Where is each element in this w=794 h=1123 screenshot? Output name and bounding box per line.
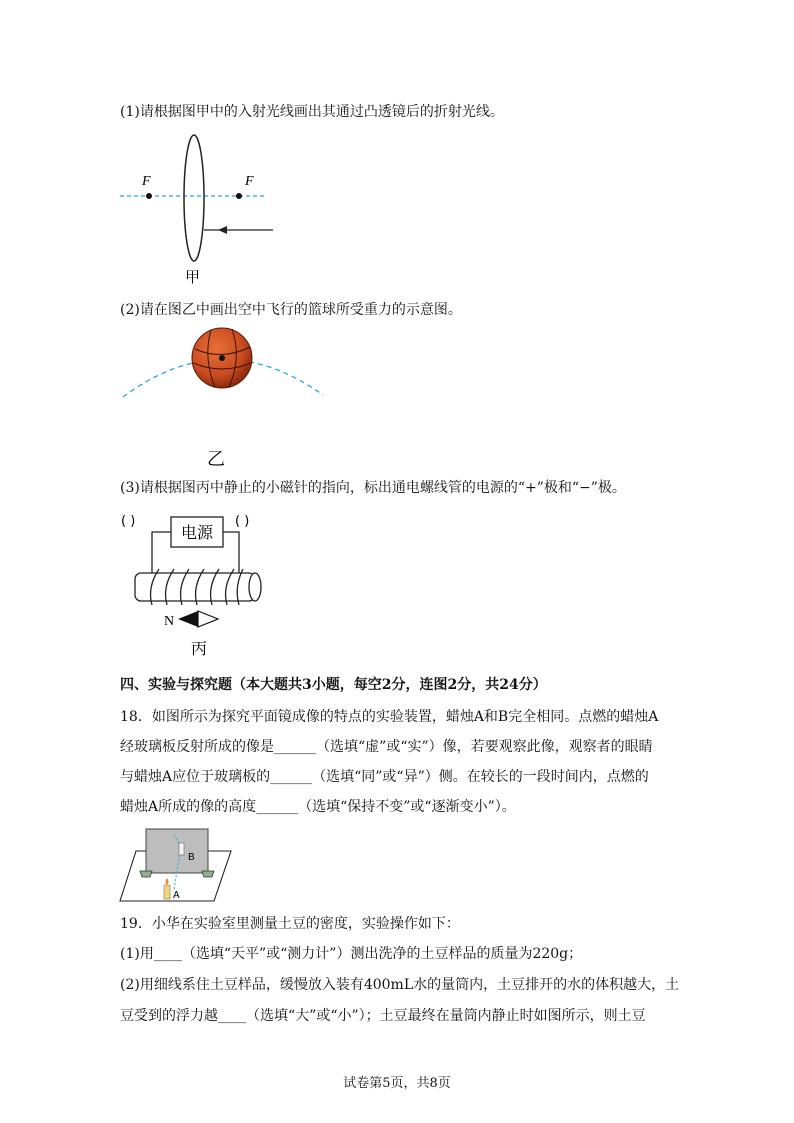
page-footer: 试卷第5页，共8页 [343,1076,451,1091]
figure-plane-mirror-setup [118,825,236,903]
compass-needle-north [178,611,198,627]
q19-line4: 豆受到的浮力越____（选填“大”或“小”）；土豆最终在量筒内静止时如图所示，则土豆 [120,1008,646,1024]
left-focus-label: F [142,174,151,189]
compass-needle-south [198,611,218,627]
ball-center-point [219,355,225,361]
q18-line4: 蜡烛A所成的像的高度______（选填“保持不变”或“逐渐变小”）。 [120,799,516,815]
q18-line2: 经玻璃板反射所成的像是______（选填“虚”或“实”）像，若要观察此像，观察者的眼睛 [120,739,653,755]
left-focus-point [146,193,152,199]
q17-part3-text: (3)请根据图丙中静止的小磁针的指向，标出通电螺线管的电源的“+”极和“−”极。 [120,480,626,496]
q19-line3: (2)用细线系住土豆样品，缓慢放入装有400mL水的量筒内，土豆排开的水的体积越大，土 [120,977,680,993]
power-source-label: 电源 [180,523,214,542]
right-focus-label: F [245,174,254,189]
compass-north-label: N [164,614,175,629]
candle-b [179,843,184,855]
candle-b-label: B [188,852,195,863]
figure-yi-caption: 乙 [207,449,225,470]
q19-line2: (1)用____（选填“天平”或“测力计”）测出洗净的土豆样品的质量为220g； [120,946,583,962]
q18-line3: 与蜡烛A应位于玻璃板的______（选填“同”或“异”）侧。在较长的一段时间内，点燃的 [120,769,649,785]
q18-line1: 18．如图所示为探究平面镜成像的特点的实验装置，蜡烛A和B完全相同。点燃的蜡烛A [120,709,659,725]
candle-a [164,885,170,899]
lens-outline [184,135,204,261]
q19-line1: 19．小华在实验室里测量土豆的密度，实验操作如下： [120,916,460,932]
section-four-heading: 四、实验与探究题（本大题共3小题，每空2分，连图2分，共24分） [120,677,547,693]
right-pole-bracket: ( ) [235,514,250,529]
candle-a-label: A [173,890,180,901]
figure-jia-convex-lens [115,130,285,290]
q17-part1-text: (1)请根据图甲中的入射光线画出其通过凸透镜后的折射光线。 [120,104,504,120]
right-focus-point [236,193,242,199]
q17-part2-text: (2)请在图乙中画出空中飞行的篮球所受重力的示意图。 [120,302,462,318]
glass-plate [146,829,208,873]
incident-ray-arrow [218,226,227,234]
figure-jia-caption: 甲 [185,268,201,286]
figure-bing-solenoid [115,505,275,660]
figure-bing-caption: 丙 [191,639,208,658]
left-pole-bracket: ( ) [121,514,136,529]
figure-yi-basketball [115,325,330,470]
